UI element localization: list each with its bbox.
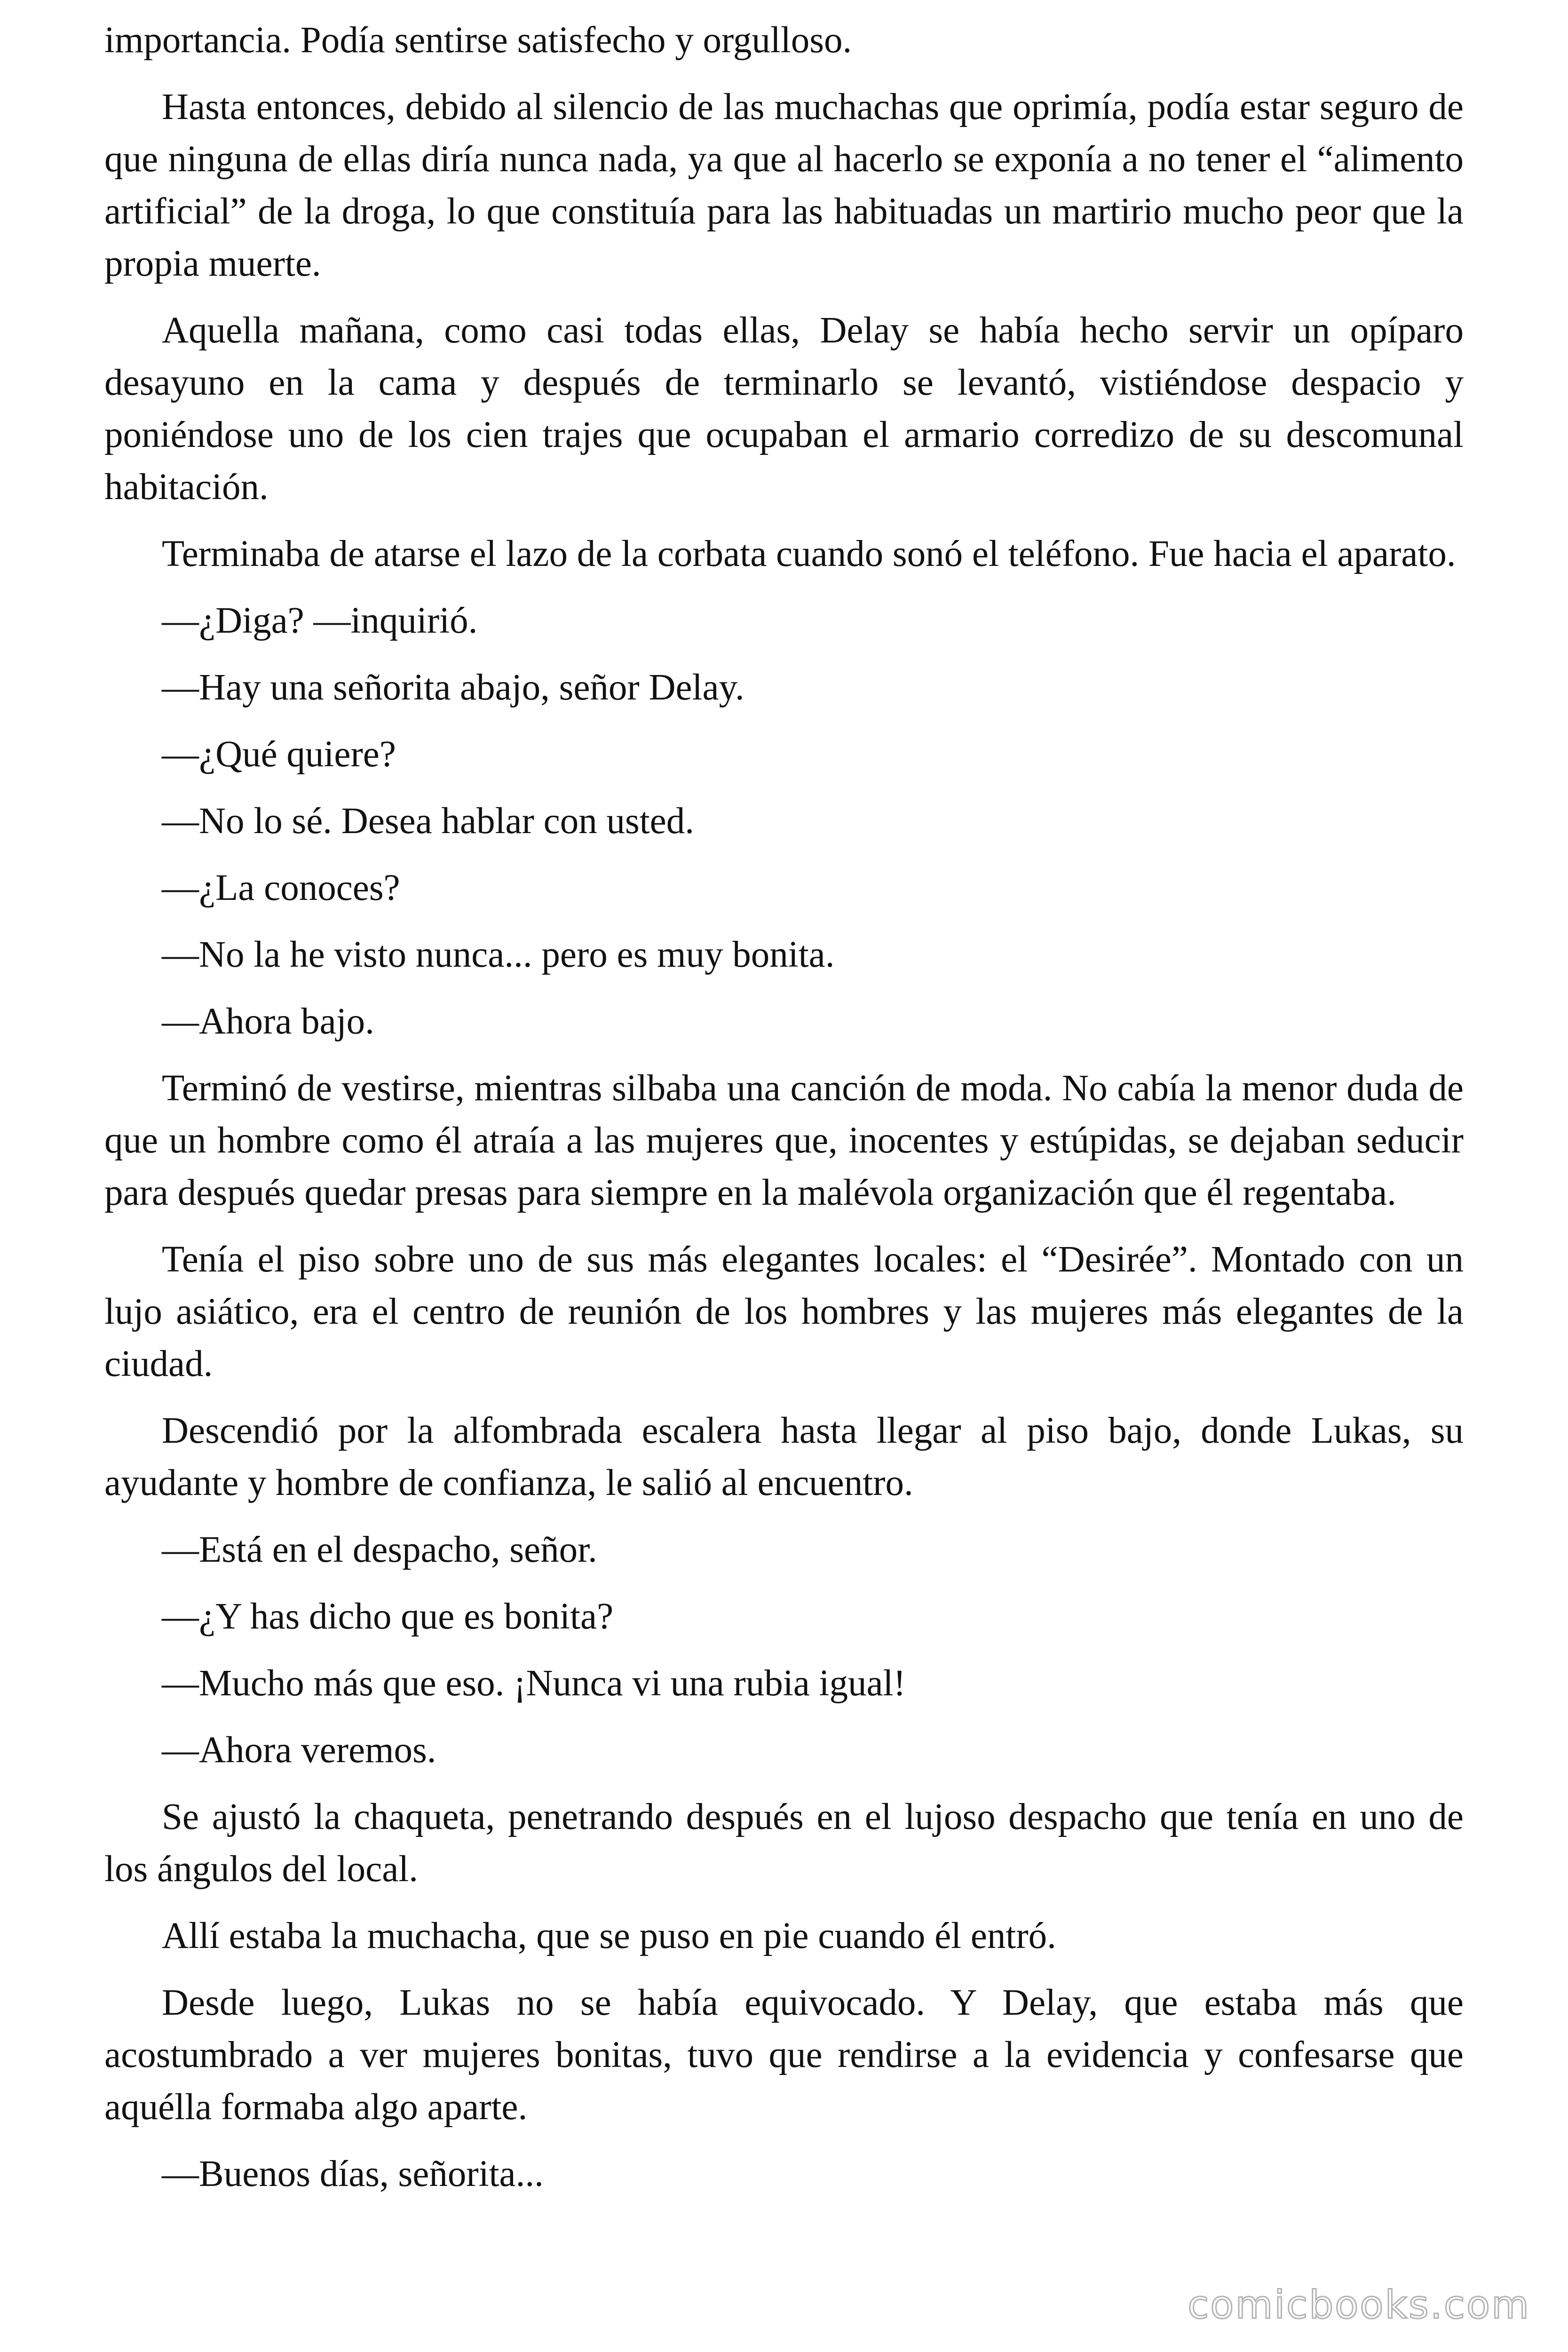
dialogue-line: —¿Diga? —inquirió.: [162, 600, 478, 641]
paragraph: Hasta entonces, debido al silencio de las muchachas que oprimía, podía estar seguro de que ninguna de ellas diría nunca nada, ya que al hacerlo se exponía a no tener el “alimento artificial” de la droga, lo que constituía para las habituadas un martirio mucho peor que la propia muerte.: [104, 87, 1464, 284]
dialogue-line: —Ahora veremos.: [162, 1730, 436, 1771]
dialogue-line: —¿Y has dicho que es bonita?: [162, 1596, 614, 1637]
paragraph: Aquella mañana, como casi todas ellas, Delay se había hecho servir un opíparo desayuno en la cama y después de terminarlo se levantó, vistiéndose despacio y poniéndose uno de los cien trajes que ocupaban el armario corredizo de su descomunal habitación.: [104, 310, 1464, 508]
paragraph: Descendió por la alfombrada escalera hasta llegar al piso bajo, donde Lukas, su ayudante y hombre de confianza, le salió al encuentro.: [104, 1410, 1464, 1503]
dialogue-line: —Mucho más que eso. ¡Nunca vi una rubia igual!: [162, 1663, 906, 1704]
dialogue-line: —Buenos días, señorita...: [162, 2153, 544, 2194]
dialogue-line: —¿Qué quiere?: [162, 734, 396, 775]
paragraph: importancia. Podía sentirse satisfecho y orgulloso.: [104, 20, 852, 61]
paragraph: Tenía el piso sobre uno de sus más elegantes locales: el “Desirée”. Montado con un lujo asiático, era el centro de reunión de los hombres y las mujeres más elegantes de la ciudad.: [104, 1239, 1464, 1384]
paragraph: Terminó de vestirse, mientras silbaba una canción de moda. No cabía la menor duda de que un hombre como él atraía a las mujeres que, inocentes y estúpidas, se dejaban seducir para después quedar presas para siempre en la malévola organización que él regentaba.: [104, 1068, 1464, 1213]
paragraph: Desde luego, Lukas no se había equivocado. Y Delay, que estaba más que acostumbrado a ver mujeres bonitas, tuvo que rendirse a la evidencia y confesarse que aquélla formaba algo aparte.: [104, 1982, 1464, 2128]
page-body: [104, 14, 1464, 2215]
paragraph: Se ajustó la chaqueta, penetrando después en el lujoso despacho que tenía en uno de los ángulos del local.: [104, 1796, 1464, 1890]
watermark: comicbooks.com: [1188, 2283, 1530, 2328]
paragraph: Terminaba de atarse el lazo de la corbata cuando sonó el teléfono. Fue hacia el aparato.: [162, 533, 1456, 574]
dialogue-line: —Ahora bajo.: [162, 1001, 374, 1042]
dialogue-line: —Hay una señorita abajo, señor Delay.: [162, 667, 744, 708]
paragraph: Allí estaba la muchacha, que se puso en pie cuando él entró.: [162, 1915, 1056, 1956]
dialogue-line: —¿La conoces?: [162, 867, 400, 908]
dialogue-line: —Está en el despacho, señor.: [162, 1529, 597, 1570]
dialogue-line: —No la he visto nunca... pero es muy bonita.: [162, 934, 835, 975]
dialogue-line: —No lo sé. Desea hablar con usted.: [162, 801, 694, 842]
